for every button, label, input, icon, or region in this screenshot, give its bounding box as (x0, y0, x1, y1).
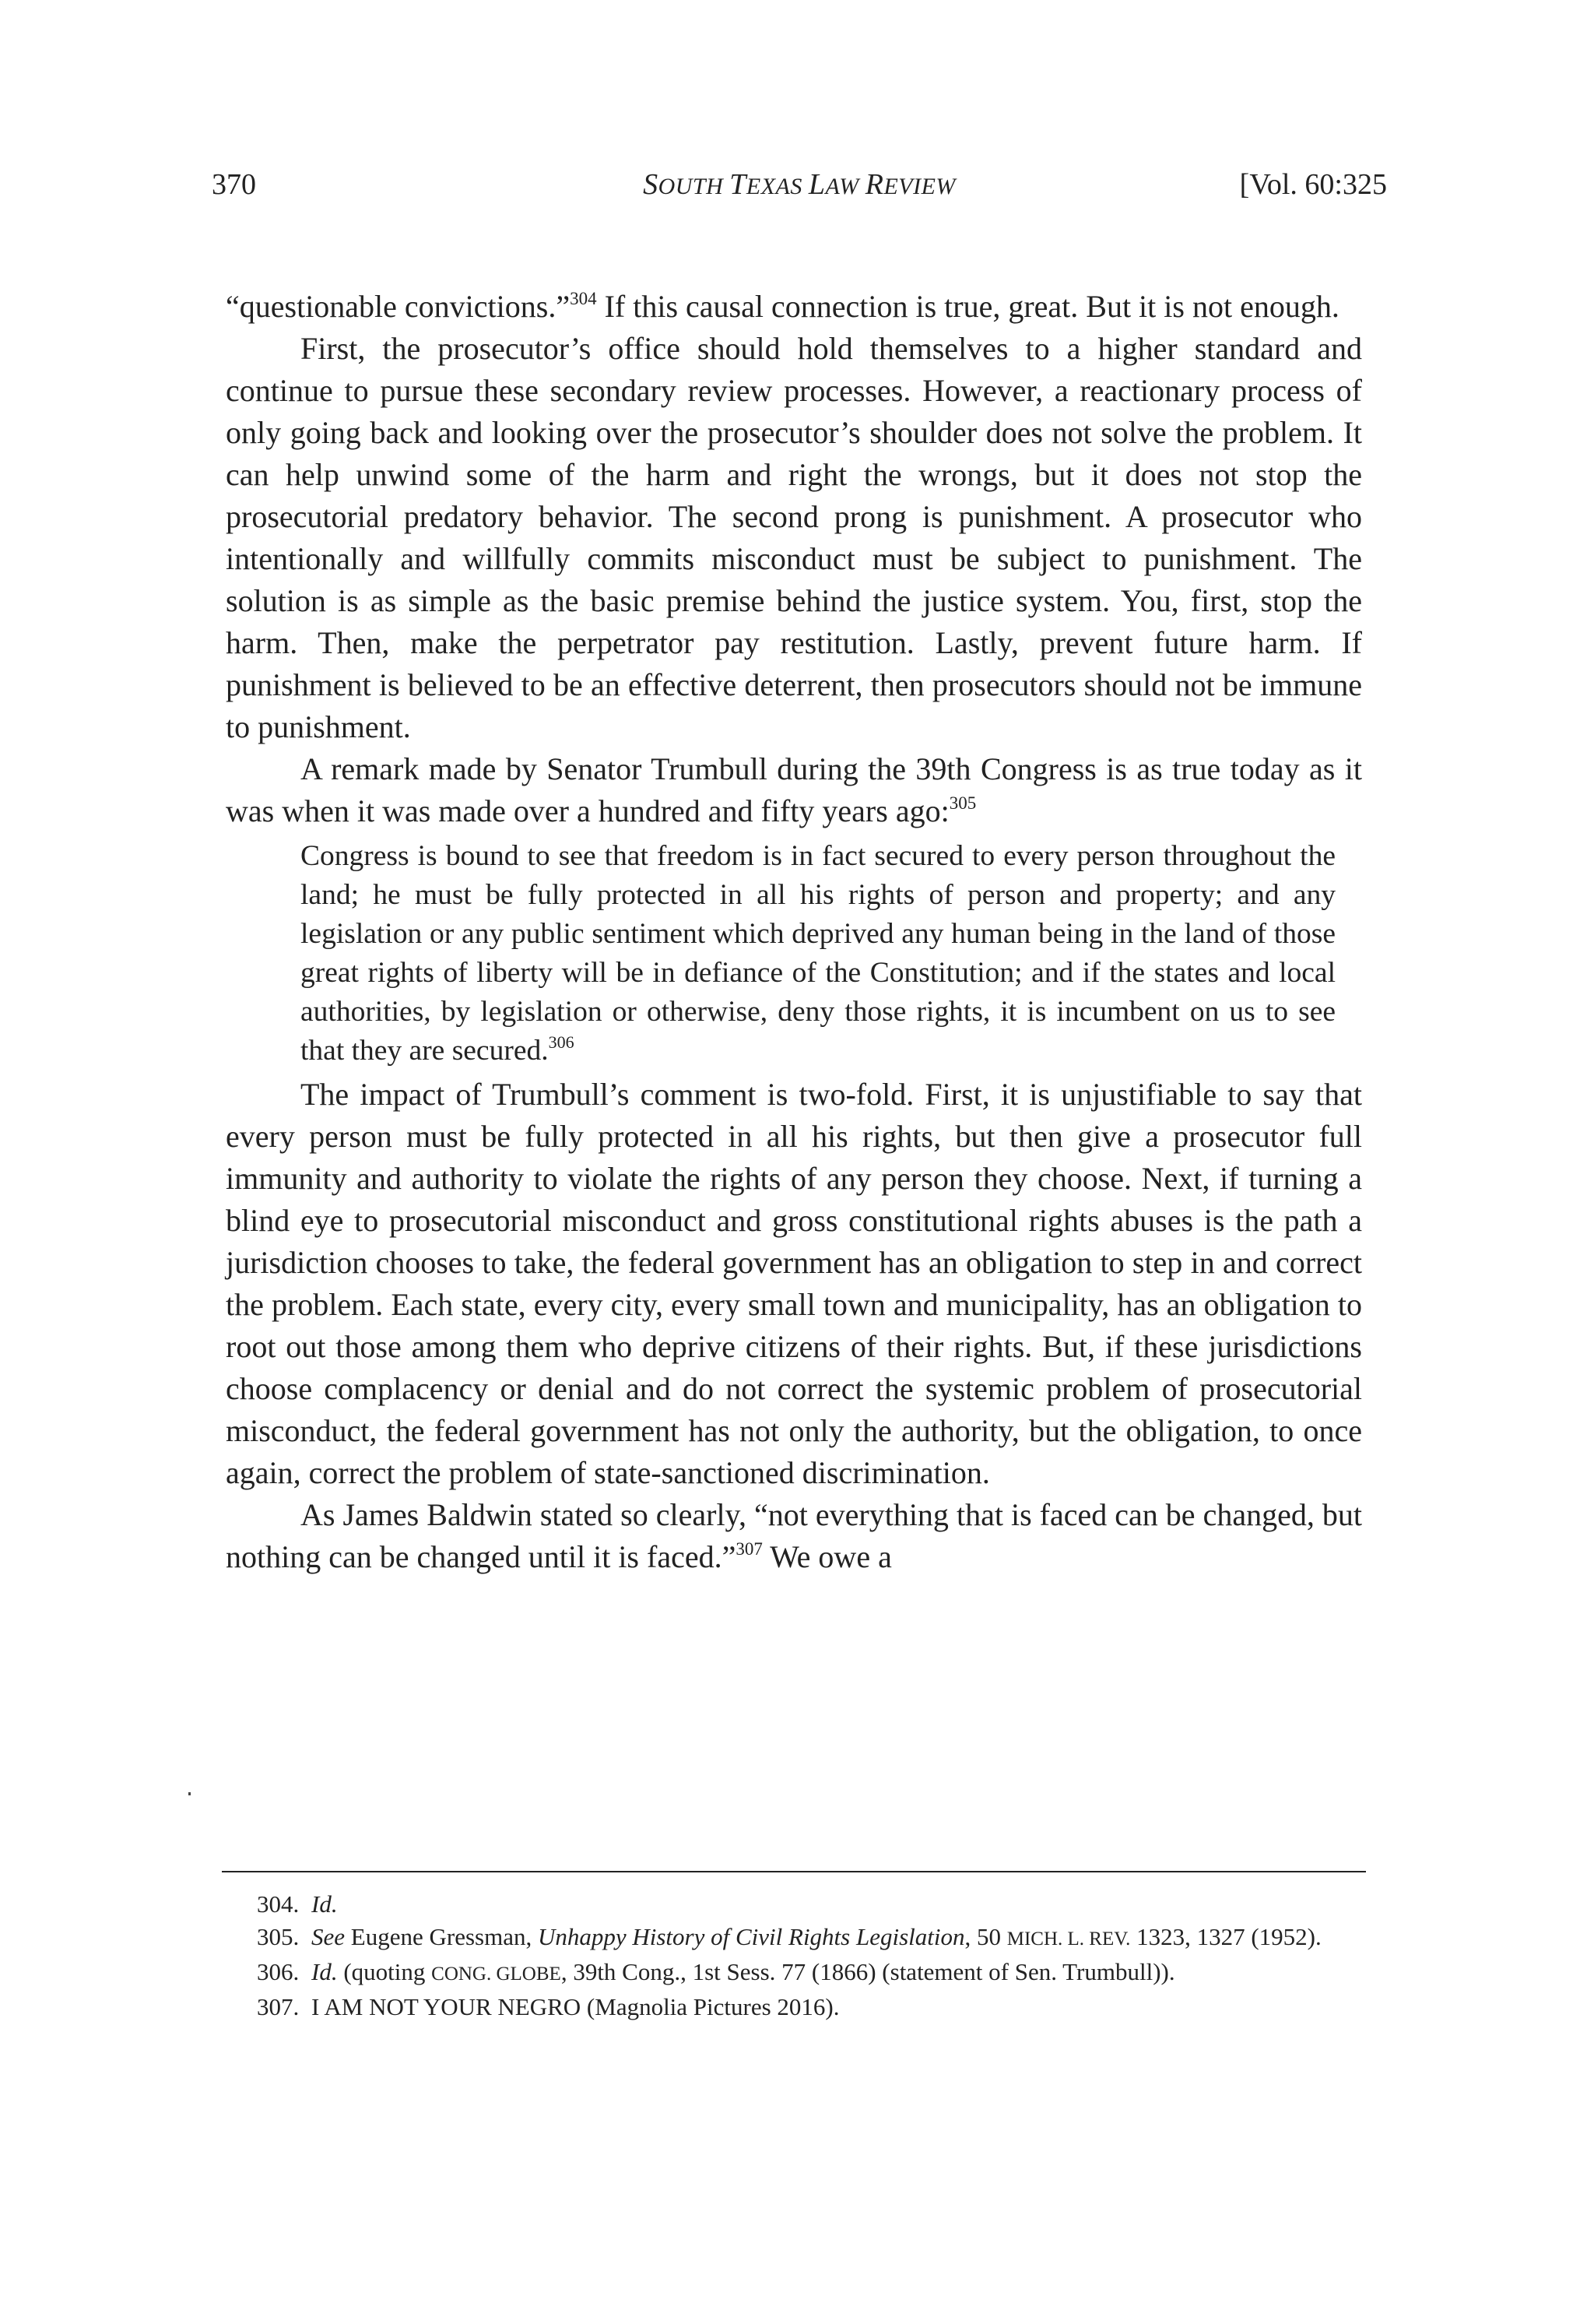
paragraph-text: If this causal connection is true, great. But it is not enough. (596, 289, 1339, 324)
main-text (226, 286, 1362, 1578)
footnote-number: 304. (257, 1890, 300, 1918)
footnote-304 (226, 1888, 1362, 1920)
footnote-text: (quoting (337, 1958, 432, 1985)
journal-title (212, 167, 1387, 202)
paragraph-text: A remark made by Senator Trumbull during the 39th Congress is as true today as it was when it was made over a hundred and fifty years ago: (226, 751, 1362, 828)
footnote-journal: MICH. L. REV. (1006, 1928, 1131, 1950)
journal-title-part: L (808, 168, 826, 201)
footnote-306 (226, 1956, 1362, 1990)
block-quote (300, 837, 1336, 1071)
footnote-ref-306[interactable]: 306 (548, 1032, 574, 1052)
paragraph-3 (226, 748, 1362, 832)
quote-text: Congress is bound to see that freedom is in fact secured to every person throughout the land; he must be fully protected in all his rights of person and property; and any legislation or any public sentiment which deprived any human being in the land of those great rights of liberty will be in defiance of the Constitution; and if the states and local authorities, by legislation or otherwise, deny those rights, it is incumbent on us to see that they are secured. (300, 840, 1336, 1067)
paragraph-1 (226, 286, 1362, 328)
footnote-source: CONG. GLOBE (431, 1964, 561, 1985)
footnote-305 (226, 1921, 1362, 1955)
journal-title-part: T (729, 168, 746, 201)
paragraph-text: We owe a (762, 1539, 892, 1574)
footnote-number: 307. (257, 1993, 300, 2020)
footnote-number: 305. (257, 1923, 300, 1950)
footnote-text: 1323, 1327 (1952). (1130, 1923, 1322, 1950)
running-header (212, 167, 1387, 214)
footnote-signal: Id. (311, 1958, 338, 1985)
volume-citation: [Vol. 60:325 (1239, 168, 1387, 201)
footnote-ref-307[interactable]: 307 (736, 1539, 763, 1559)
journal-title-part: OUTH (658, 174, 730, 199)
footnote-ref-305[interactable]: 305 (949, 793, 977, 813)
footnote-ref-304[interactable]: 304 (570, 289, 597, 308)
footnote-signal: See (311, 1923, 346, 1950)
footnote-text: Id. (311, 1890, 338, 1918)
footnote-divider (222, 1871, 1366, 1872)
scan-speck (188, 1792, 191, 1795)
journal-title-part: EVIEW (883, 174, 956, 199)
journal-title-part: EXAS (746, 174, 809, 199)
footnote-307 (226, 1991, 1362, 2023)
paragraph-5 (226, 1494, 1362, 1578)
footnote-text: I AM NOT YOUR NEGRO (Magnolia Pictures 2016). (311, 1993, 840, 2020)
page-number: 370 (212, 168, 256, 201)
paragraph-2: First, the prosecutor’s office should hold themselves to a higher standard and continue to pursue these secondary review processes. However, a reactionary process of only going back and looking over the prosecutor’s shoulder does not solve the problem. It can help unwind some of the harm and right the wrongs, but it does not stop the prosecutorial predatory behavior. The second prong is punishment. A prosecutor who intentionally and willfully commits misconduct must be subject to punishment. The solution is as simple as the basic premise behind the justice system. You, first, stop the harm. Then, make the perpetrator pay restitution. Lastly, prevent future harm. If punishment is believed to be an effective deterrent, then prosecutors should not be immune to punishment. (226, 331, 1362, 744)
footnote-text: , 39th Cong., 1st Sess. 77 (1866) (statement of Sen. Trumbull)). (560, 1958, 1175, 1985)
footnote-text: , 50 (964, 1923, 1007, 1950)
footnote-text: Eugene Gressman, (345, 1923, 538, 1950)
paragraph-text: “questionable convictions.” (226, 289, 571, 324)
journal-title-part: R (865, 168, 884, 201)
footnote-number: 306. (257, 1958, 300, 1985)
journal-title-part: S (643, 168, 658, 201)
footnotes (226, 1888, 1362, 2023)
footnote-article-title: Unhappy History of Civil Rights Legislation (537, 1923, 965, 1950)
paragraph-text: As James Baldwin stated so clearly, “not everything that is faced can be changed, but nothing can be changed until it is faced.” (226, 1497, 1362, 1574)
journal-title-part: AW (825, 174, 865, 199)
paragraph-4: The impact of Trumbull’s comment is two-fold. First, it is unjustifiable to say that every person must be fully protected in all his rights, but then give a prosecutor full immunity and authority to violate the rights of any person they choose. Next, if turning a blind eye to prosecutorial misconduct and gross constitutional rights abuses is the path a jurisdiction chooses to take, the federal government has an obligation to step in and correct the problem. Each state, every city, every small town and municipality, has an obligation to root out those among them who deprive citizens of their rights. But, if these jurisdictions choose complacency or denial and do not correct the systemic problem of prosecutorial misconduct, the federal government has not only the authority, but the obligation, to once again, correct the problem of state-sanctioned discrimination. (226, 1077, 1362, 1490)
